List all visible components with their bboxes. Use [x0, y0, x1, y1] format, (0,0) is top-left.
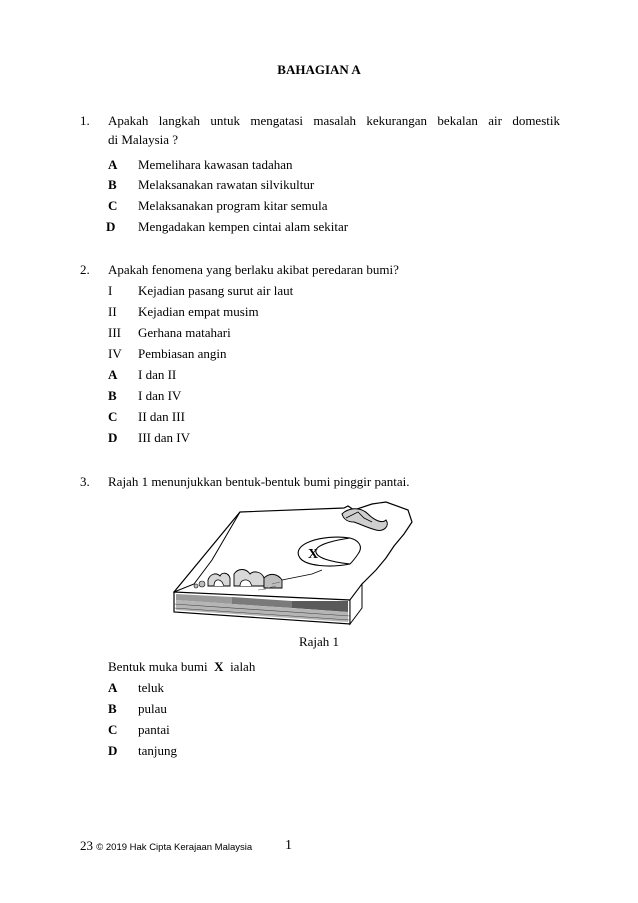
q3-option-a-text: teluk — [138, 680, 164, 695]
q2-option-c-text: II dan III — [138, 409, 185, 424]
q2-option-d-text: III dan IV — [138, 430, 190, 445]
question-3-number: 3. — [80, 474, 90, 489]
q2-option-b-letter: B — [108, 388, 117, 403]
q3-option-d-letter: D — [108, 743, 118, 758]
q1-option-a-text: Memelihara kawasan tadahan — [138, 157, 293, 172]
footer-code: 23 — [80, 838, 93, 853]
q3-option-b-letter: B — [108, 701, 117, 716]
question-1-text-line2: di Malaysia ? — [108, 132, 179, 147]
question-3-prompt — [108, 659, 255, 675]
q1-option-d-text: Mengadakan kempen cintai alam sekitar — [138, 219, 349, 234]
q2-option-d-letter: D — [108, 430, 118, 445]
q2-statement-1-numeral: I — [108, 283, 113, 298]
question-3-text: Rajah 1 menunjukkan bentuk-bentuk bumi pinggir pantai. — [108, 474, 410, 489]
footer — [80, 838, 252, 854]
q1-option-b-letter: B — [108, 177, 117, 192]
q2-statement-1-text: Kejadian pasang surut air laut — [138, 283, 294, 298]
q2-statement-4-numeral: IV — [108, 346, 122, 361]
q1-option-c-letter: C — [108, 198, 118, 213]
q3-option-b-text: pulau — [138, 701, 167, 716]
q2-option-a-text: I dan II — [138, 367, 177, 382]
q1-option-c-text: Melaksanakan program kitar semula — [138, 198, 328, 213]
figure-caption: Rajah 1 — [298, 634, 340, 649]
q3-option-a-letter: A — [108, 680, 118, 695]
q1-option-a-letter: A — [108, 157, 118, 172]
q1-option-b-text: Melaksanakan rawatan silvikultur — [138, 177, 315, 192]
q3-option-c-letter: C — [108, 722, 118, 737]
q3-option-d-text: tanjung — [138, 743, 177, 758]
q2-option-c-letter: C — [108, 409, 118, 424]
prompt-variable: X — [214, 659, 224, 674]
q2-statement-2-text: Kejadian empat musim — [138, 304, 259, 319]
footer-copyright: © 2019 Hak Cipta Kerajaan Malaysia — [96, 842, 253, 853]
q1-option-d-letter: D — [106, 219, 116, 234]
q2-statement-2-numeral: II — [108, 304, 117, 319]
question-1-number: 1. — [80, 113, 90, 128]
q3-option-c-text: pantai — [138, 722, 170, 737]
question-2-number: 2. — [80, 262, 90, 277]
q2-option-b-text: I dan IV — [138, 388, 182, 403]
section-heading: BAHAGIAN A — [277, 62, 361, 77]
q2-statement-4-text: Pembiasan angin — [138, 346, 227, 361]
prompt-text: Bentuk muka bumi — [108, 659, 208, 674]
q2-statement-3-numeral: III — [108, 325, 121, 340]
question-1-text-line1: Apakah langkah untuk mengatasi masalah kekurangan bekalan air domestik — [108, 113, 560, 128]
coastal-landforms-diagram — [172, 500, 434, 632]
page-number: 1 — [285, 838, 292, 853]
figure-label-x: X — [308, 547, 319, 562]
question-2-text: Apakah fenomena yang berlaku akibat peredaran bumi? — [108, 262, 399, 277]
q2-option-a-letter: A — [108, 367, 118, 382]
q2-statement-3-text: Gerhana matahari — [138, 325, 231, 340]
prompt-end: ialah — [230, 659, 256, 674]
